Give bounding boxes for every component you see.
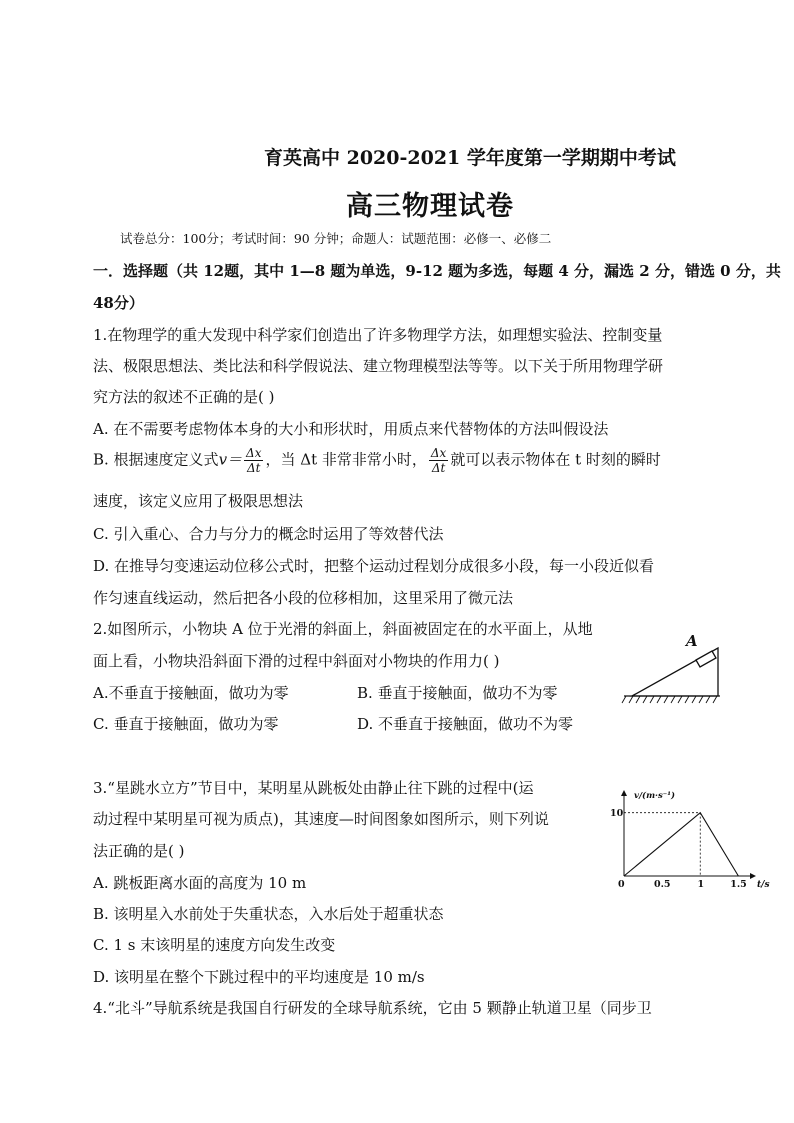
section-heading-line1: 一．选择题（共 12题，其中 1—8 题为单选，9-12 题为多选，每题 4 分，漏选 2 分，错选 0 分，共 (93, 262, 781, 280)
q1-stem-line3: 究方法的叙述不正确的是( ) (93, 388, 275, 406)
q2-option-b: B. 垂直于接触面，做功不为零 (357, 684, 558, 702)
incline-figure (620, 628, 725, 708)
q4-stem-line1: 4.“北斗”导航系统是我国自行研发的全球导航系统，它由 5 颗静止轨道卫星（同步卫 (93, 999, 652, 1017)
y-axis-label: v/(m·s⁻¹) (634, 791, 676, 801)
section-heading-line2: 48分） (93, 294, 144, 312)
q1-option-b-text2: ，当 Δt 非常非常小时， (265, 450, 427, 469)
q1-option-b-line2: 速度，该定义应用了极限思想法 (93, 492, 304, 510)
x-tick-label: 0 (618, 879, 625, 890)
q3-option-a: A. 跳板距离水面的高度为 10 m (93, 874, 307, 892)
q3-option-b: B. 该明星入水前处于失重状态，入水后处于超重状态 (93, 905, 444, 923)
ground-hatching (622, 696, 717, 703)
x-tick-label: 1 (697, 879, 705, 890)
q1-option-b-text1: B. 根据速度定义式 (93, 450, 219, 469)
velocity-time-chart (608, 790, 770, 890)
chart-series (624, 813, 739, 877)
block-a (696, 651, 716, 667)
delta-x-over-delta-t-fraction: $\frac{\Delta x}{\Delta t}$ (246, 446, 262, 475)
q1-option-b-line1 (93, 446, 661, 475)
chart-labels (610, 790, 770, 890)
exam-info: 试卷总分：100分；考试时间：90 分钟；命题人：试题范围：必修一、必修二 (120, 231, 552, 246)
q3-stem-line2: 动过程中某明星可视为质点)，其速度—时间图象如图所示，则下列说 (93, 810, 549, 828)
q1-option-b-text3: 就可以表示物体在 t 时刻的瞬时 (450, 450, 661, 469)
x-axis-label: t/s (757, 880, 770, 890)
q1-stem-line1: 1.在物理学的重大发现中科学家们创造出了许多物理学方法，如理想实验法、控制变量 (93, 326, 663, 344)
velocity-line (624, 813, 738, 876)
chart-axes (621, 790, 756, 879)
q3-stem-line1: 3.“星跳水立方”节目中，某明星从跳板处由静止往下跳的过程中(运 (93, 779, 534, 797)
x-tick-label: 1.5 (730, 879, 747, 890)
q2-option-c: C. 垂直于接触面，做功为零 (93, 715, 279, 733)
q3-option-c: C. 1 s 末该明星的速度方向发生改变 (93, 936, 336, 954)
q1-option-b-v: v＝ (218, 450, 243, 469)
q2-option-a: A.不垂直于接触面，做功为零 (93, 684, 289, 702)
q2-option-d: D. 不垂直于接触面，做功不为零 (357, 715, 574, 733)
x-tick-label: 0.5 (654, 879, 671, 890)
y-tick-label: 10 (610, 808, 624, 820)
q1-stem-line2: 法、极限思想法、类比法和科学假说法、建立物理模型法等等。以下关于所用物理学研 (93, 357, 664, 375)
delta-x-over-delta-t-fraction-2: $\frac{\Delta x}{\Delta t}$ (430, 446, 447, 475)
block-a-label: A (686, 632, 698, 650)
y-axis-arrow (621, 790, 627, 796)
q2-stem-line2: 面上看，小物块沿斜面下滑的过程中斜面对小物块的作用力( ) (93, 652, 500, 670)
q1-option-d-line2: 作匀速直线运动，然后把各小段的位移相加，这里采用了微元法 (93, 589, 514, 607)
school-exam-title: 育英高中 2020-2021 学年度第一学期期中考试 (264, 147, 676, 169)
q1-option-a: A. 在不需要考虑物体本身的大小和形状时，用质点来代替物体的方法叫假设法 (93, 420, 609, 438)
q2-stem-line1: 2.如图所示，小物块 A 位于光滑的斜面上，斜面被固定在的水平面上，从地 (93, 620, 593, 638)
x-axis-arrow (750, 873, 756, 879)
q3-stem-line3: 法正确的是( ) (93, 842, 185, 860)
subject-title: 高三物理试卷 (346, 191, 514, 222)
q1-option-d-line1: D. 在推导匀变速运动位移公式时，把整个运动过程划分成很多小段，每一小段近似看 (93, 557, 655, 575)
q1-option-c: C. 引入重心、合力与分力的概念时运用了等效替代法 (93, 525, 444, 543)
q3-option-d: D. 该明星在整个下跳过程中的平均速度是 10 m/s (93, 968, 425, 986)
